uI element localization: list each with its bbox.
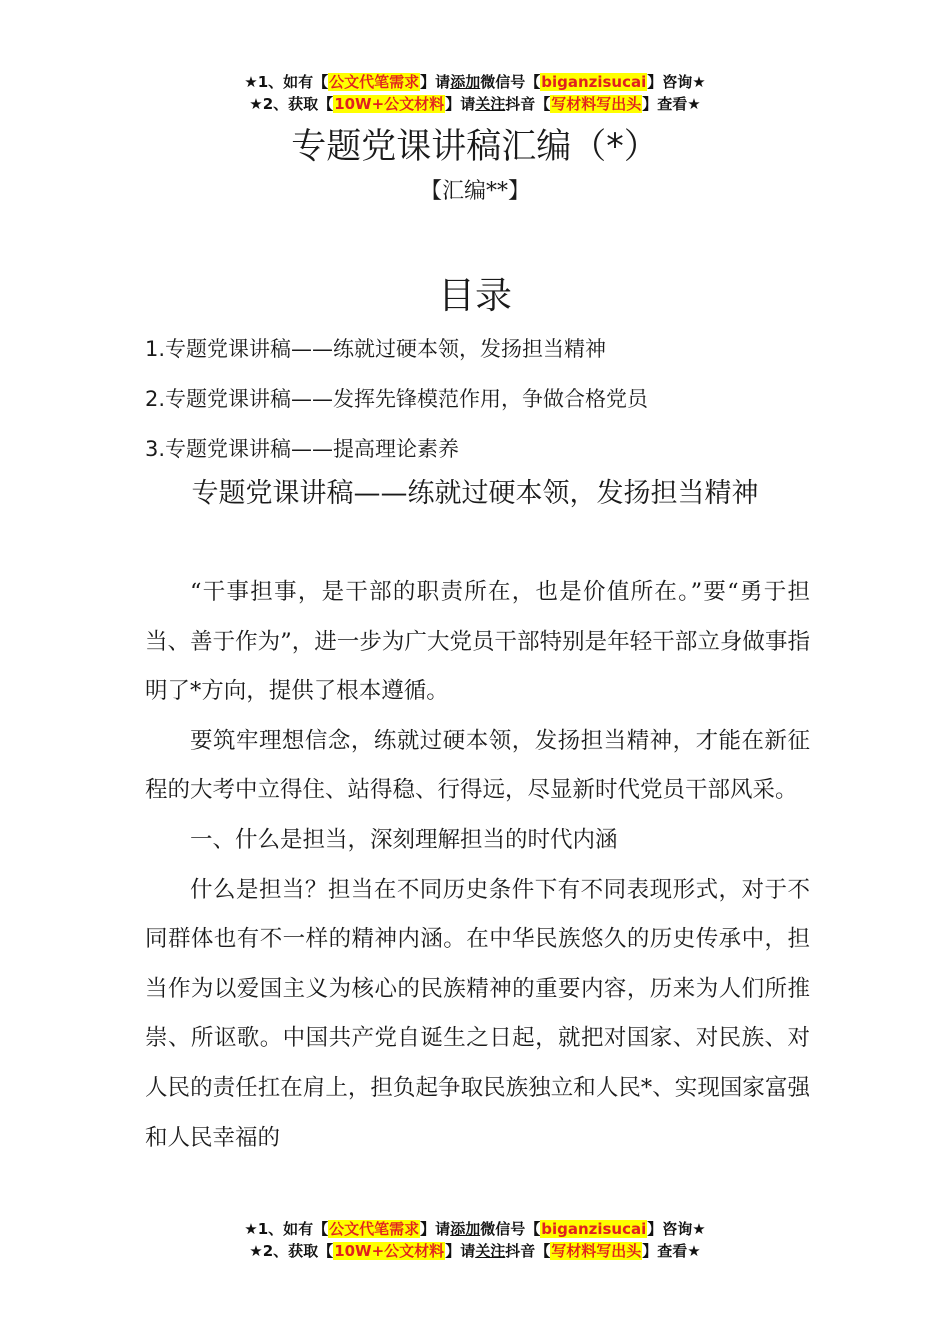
banner-text: 】查看★: [642, 95, 701, 113]
banner-text: 】请: [420, 73, 451, 91]
banner-line-2: [0, 93, 950, 115]
banner-text: 】咨询★: [647, 73, 706, 91]
banner-underline: 添加: [450, 73, 481, 91]
banner-text: 】查看★: [642, 1242, 701, 1260]
banner-highlight: 写材料写出头: [551, 1242, 642, 1260]
banner-underline: 添加: [450, 1220, 481, 1238]
toc-heading: 目录: [438, 274, 512, 317]
banner-text: 】请: [445, 1242, 476, 1260]
banner-text: 抖音【: [505, 95, 551, 113]
document-subtitle: 【汇编**】: [419, 179, 530, 204]
banner-underline: 关注: [475, 95, 506, 113]
banner-underline: 关注: [475, 1242, 506, 1260]
body-text: [145, 568, 810, 1163]
paragraph: 什么是担当？担当在不同历史条件下有不同表现形式，对于不同群体也有不一样的精神内涵。在中华民族悠久的历史传承中，担当作为以爱国主义为核心的民族精神的重要内容，历来为人们所推崇、所讴歌。中国共产党自诞生之日起，就把对国家、对民族、对人民的责任扛在肩上，担负起争取民族独立和人民*、实现国家富强和人民幸福的: [145, 876, 810, 1151]
banner-line-1: [0, 71, 950, 93]
paragraph: “干事担事，是干部的职责所在，也是价值所在。”要“勇于担当、善于作为”，进一步为广大党员干部特别是年轻干部立身做事指明了*方向，提供了根本遵循。: [145, 579, 810, 705]
banner-text: 微信号【: [480, 1220, 541, 1238]
banner-highlight: 公文代笔需求: [329, 1220, 420, 1238]
banner-highlight: 写材料写出头: [551, 95, 642, 113]
banner-text: ★1、如有【: [244, 1220, 329, 1238]
banner-highlight: biganzisucai: [541, 1220, 647, 1238]
banner-text: ★2、获取【: [249, 95, 334, 113]
toc-item: 3.专题党课讲稿——提高理论素养: [145, 437, 460, 461]
banner-text: 抖音【: [505, 1242, 551, 1260]
footer-banner: [0, 1218, 950, 1262]
banner-line-2: [0, 1240, 950, 1262]
table-of-contents: [145, 324, 648, 474]
banner-highlight: 10W+公文材料: [334, 1242, 445, 1260]
banner-text: 】请: [445, 95, 476, 113]
banner-highlight: biganzisucai: [541, 73, 647, 91]
banner-text: ★2、获取【: [249, 1242, 334, 1260]
banner-text: 】咨询★: [647, 1220, 706, 1238]
section-title: 专题党课讲稿——练就过硬本领，发扬担当精神: [191, 478, 759, 509]
section-heading: 一、什么是担当，深刻理解担当的时代内涵: [190, 826, 618, 853]
banner-highlight: 10W+公文材料: [334, 95, 445, 113]
paragraph: 要筑牢理想信念，练就过硬本领，发扬担当精神，才能在新征程的大考中立得住、站得稳、行得远，尽显新时代党员干部风采。: [145, 727, 810, 804]
toc-item: 1.专题党课讲稿——练就过硬本领，发扬担当精神: [145, 337, 607, 361]
banner-text: 微信号【: [480, 73, 541, 91]
banner-text: 】请: [420, 1220, 451, 1238]
header-banner: [0, 71, 950, 115]
banner-line-1: [0, 1218, 950, 1240]
banner-highlight: 公文代笔需求: [329, 73, 420, 91]
banner-text: ★1、如有【: [244, 73, 329, 91]
toc-item: 2.专题党课讲稿——发挥先锋模范作用，争做合格党员: [145, 387, 649, 411]
document-title: 专题党课讲稿汇编（*）: [291, 127, 659, 167]
